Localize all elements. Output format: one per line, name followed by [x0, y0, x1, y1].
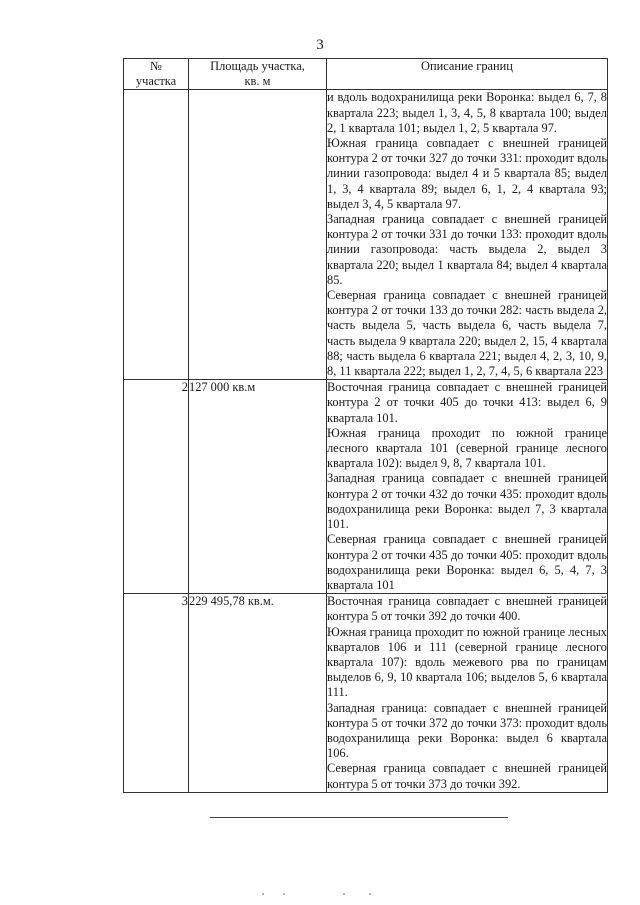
boundary-paragraph: Восточная граница совпадает с внешней границей контура 5 от точки 392 до точки 400.	[327, 594, 607, 624]
header-plot-number-line2: участка	[135, 74, 177, 89]
boundary-paragraph: и вдоль водохранилища реки Воронка: выдел 6, 7, 8 квартала 223; выдел 1, 3, 4, 5, 8 квартала 100; выдел 2, 1 квартала 101; выдел 1, 2, 5 квартала 97.	[327, 90, 607, 135]
closing-rule-line	[210, 817, 508, 818]
boundary-paragraph: Северная граница совпадает с внешней границей контура 2 от точки 133 до точки 282: часть выдела 2, часть выдела 5, часть выдела 6, часть выдела 7, часть выдела 9 квартала 220; выдел 2, 15, 4 квартала 88; часть выдела 6 квартала 221; выдел 4, 2, 3, 10, 9, 8, 11 квартала 222; выдел 1, 2, 7, 4, 5, 6 квартала 223	[327, 288, 607, 379]
boundary-paragraph: Западная граница совпадает с внешней границей контура 2 от точки 331 до точки 133: проходит вдоль линии газопровода: часть выдела 2, выдел 3 квартала 220; выдел 1 квартала 84; выдел 4 квартала 85.	[327, 212, 607, 287]
header-plot-number	[124, 59, 189, 90]
boundary-paragraph: Южная граница совпадает с внешней границей контура 2 от точки 327 до точки 331: проходит вдоль линии газопровода: выдел 4 и 5 квартала 85; выдел 1, 3, 4 квартала 89; выдел 6, 1, 2, 4 квартала 93; выдел 3, 4, 5 квартала 97.	[327, 136, 607, 211]
scan-dot	[343, 893, 345, 895]
header-plot-area	[189, 59, 327, 90]
table-row	[124, 90, 608, 380]
boundary-paragraph: Северная граница совпадает с внешней границей контура 5 от точки 373 до точки 392.	[327, 761, 607, 791]
header-boundary-description: Описание границ	[327, 59, 608, 90]
boundary-paragraph: Восточная граница совпадает с внешней границей контура 2 от точки 405 до точки 413: выдел 6, 9 квартала 101.	[327, 380, 607, 425]
scan-dot	[283, 893, 285, 895]
boundary-paragraph: Западная граница совпадает с внешней границей контура 2 от точки 432 до точки 435: проходит вдоль водохранилища реки Воронка: выдел 7, 3 квартала 101.	[327, 471, 607, 532]
plot-area: 229 495,78 кв.м.	[189, 594, 327, 793]
plot-number	[124, 90, 189, 380]
boundary-description	[327, 380, 608, 594]
boundary-paragraph: Северная граница совпадает с внешней границей контура 2 от точки 435 до точки 405: проходит вдоль водохранилища реки Воронка: выдел 6, 5, 4, 7, 3 квартала 101	[327, 532, 607, 592]
table-row	[124, 594, 608, 793]
boundary-paragraph: Южная граница проходит по южной границе лесного квартала 101 (северной границе лесного квартала 102): выдел 9, 8, 7 квартала 101.	[327, 425, 607, 471]
scan-artifact-dots	[0, 893, 640, 899]
header-plot-number-line1: №	[150, 59, 162, 73]
boundaries-table	[123, 58, 608, 793]
plot-number: 2	[124, 380, 189, 594]
table-header-row	[124, 59, 608, 90]
plot-number: 3	[124, 594, 189, 793]
boundary-description	[327, 90, 608, 380]
header-plot-area-line2: кв. м	[244, 74, 271, 89]
header-plot-area-line1: Площадь участка,	[210, 59, 305, 73]
boundary-paragraph: Западная граница: совпадает с внешней границей контура 5 от точки 372 до точки 373: проходит вдоль водохранилища реки Воронка: выдел 6 квартала 106.	[327, 700, 607, 761]
boundary-description	[327, 594, 608, 793]
boundary-paragraph: Южная граница проходит по южной границе лесных кварталов 106 и 111 (северной границе лесного квартала 107): вдоль межевого рва по границам выделов 6, 9, 10 квартала 106; выделов 5, 6 квартала 111.	[327, 624, 607, 700]
table-row	[124, 380, 608, 594]
plot-area: 127 000 кв.м	[189, 380, 327, 594]
scan-dot	[369, 893, 371, 895]
scan-dot	[262, 893, 264, 895]
plot-area	[189, 90, 327, 380]
page-number: 3	[316, 37, 324, 53]
